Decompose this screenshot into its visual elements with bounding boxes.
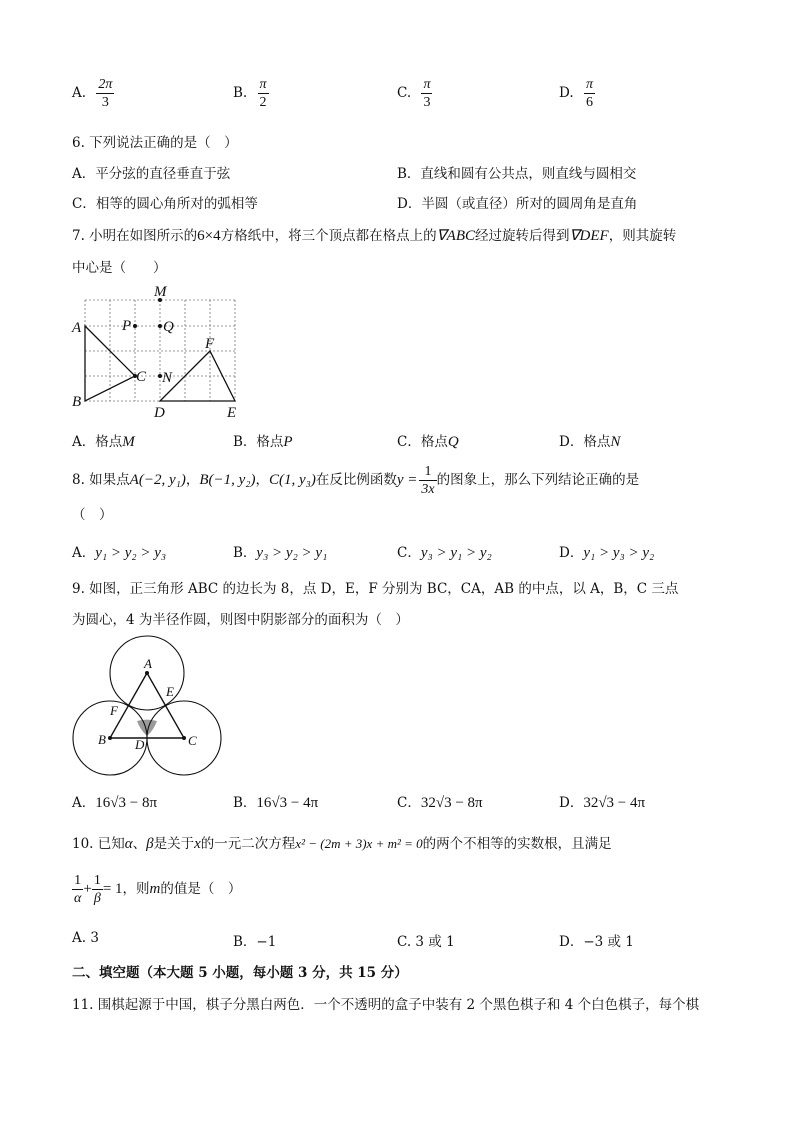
- option-letter: C．: [397, 434, 421, 450]
- numerator: 2π: [98, 77, 113, 92]
- q8-stem-line2: （ ）: [72, 507, 113, 523]
- q7-option-a: [72, 430, 135, 451]
- label-a: A: [72, 320, 82, 336]
- option-text: 32√3 − 8π: [420, 795, 483, 811]
- numerator: π: [585, 77, 593, 92]
- triangle-def: ∇DEF: [569, 228, 609, 244]
- section-heading: 二、填空题（本大题 5 小题，每小题 3 分，共 15 分）: [72, 965, 408, 981]
- fraction-1-alpha: [72, 872, 83, 907]
- q9-option-c: [397, 791, 483, 812]
- q7-option-d: [559, 430, 620, 451]
- q8-option-d: [559, 541, 654, 562]
- q6-option-b: B．直线和圆有公共点，则直线与圆相交: [397, 166, 637, 182]
- label-e: E: [166, 684, 174, 699]
- equation: x² − (2m + 3)x + m² = 0: [295, 836, 423, 851]
- q5-option-d: [559, 76, 595, 111]
- text: 的两个不相等的实数根，且满足: [422, 836, 612, 852]
- option-text: y₁ > y₃ > y₂: [583, 545, 655, 561]
- separator: 、: [132, 836, 147, 852]
- text: ，则其旋转: [608, 228, 677, 244]
- option-text: 32√3 − 4π: [583, 795, 646, 811]
- label-d: D: [154, 405, 165, 420]
- point-p: [133, 324, 137, 328]
- beta: β: [146, 836, 154, 852]
- label-d: D: [135, 737, 145, 752]
- q6-option-a: A．平分弦的直径垂直于弦: [72, 166, 231, 182]
- alpha: α: [124, 836, 133, 852]
- q7-stem-line1: [72, 224, 676, 245]
- label-b: B: [98, 732, 106, 747]
- center-a: [145, 671, 149, 675]
- q6-option-c: C．相等的圆心角所对的弧相等: [72, 196, 258, 212]
- q8-option-b: [233, 541, 327, 562]
- q7-grid-figure: [68, 280, 248, 420]
- text: 的一元二次方程: [200, 836, 296, 852]
- numerator: 1: [93, 873, 101, 888]
- denominator: 3: [101, 95, 109, 110]
- label-n: N: [162, 370, 173, 386]
- option-text: y₃ > y₂ > y₁: [256, 545, 328, 561]
- q9-option-b: [233, 791, 318, 812]
- option-var: M: [122, 434, 135, 450]
- q9-option-d: [559, 791, 645, 812]
- q10-option-a: A. 3: [72, 930, 99, 946]
- plus-sign: +: [83, 881, 92, 897]
- option-text: 格点: [256, 434, 284, 450]
- text: ，则: [122, 881, 150, 897]
- q10-option-c: C. 3 或 1: [397, 934, 455, 950]
- option-text: y₃ > y₁ > y₂: [420, 545, 492, 561]
- option-letter: B．: [233, 795, 257, 811]
- label-f: F: [205, 336, 215, 352]
- option-letter: D．: [559, 434, 584, 450]
- label-c: C: [188, 733, 197, 748]
- q6-option-d: D．半圆（或直径）所对的圆周角是直角: [397, 196, 638, 212]
- center-c: [182, 736, 186, 740]
- option-letter: A．: [72, 545, 96, 561]
- label-c: C: [136, 369, 147, 385]
- q7-stem-line2: 中心是（ ）: [72, 260, 167, 276]
- text: 是关于: [153, 836, 195, 852]
- label-e: E: [227, 405, 237, 420]
- option-letter: D.: [559, 85, 574, 101]
- option-var: P: [283, 434, 293, 450]
- label-f: F: [110, 703, 118, 718]
- option-letter: A．: [72, 795, 96, 811]
- option-letter: C．: [397, 795, 421, 811]
- q9-circles-figure: [70, 630, 230, 780]
- q10-stem-line1: [72, 832, 612, 853]
- q10-stem-line2: [72, 872, 241, 907]
- equals-rhs: = 1: [102, 881, 123, 897]
- label-p: P: [122, 318, 132, 334]
- grid-size: 6×4: [197, 228, 221, 244]
- text: 8. 如果点: [72, 472, 130, 488]
- text: 7. 小明在如图所示的: [72, 228, 198, 244]
- option-letter: B．: [233, 545, 257, 561]
- q7-option-b: [233, 430, 293, 451]
- q9-option-a: [72, 791, 157, 812]
- function-fraction: [419, 463, 436, 498]
- option-text: 格点: [420, 434, 448, 450]
- denominator: 2: [259, 95, 267, 110]
- denominator: α: [74, 891, 82, 906]
- option-text: 16√3 − 4π: [256, 795, 319, 811]
- fraction: [421, 76, 432, 111]
- fraction-1-beta: [92, 872, 103, 907]
- q8-option-a: [72, 541, 166, 562]
- option-text: 16√3 − 8π: [95, 795, 158, 811]
- text: 的值是（ ）: [160, 881, 242, 897]
- option-letter: D．: [559, 545, 584, 561]
- option-letter: C.: [397, 85, 412, 101]
- option-text: 格点: [583, 434, 611, 450]
- option-letter: B．: [233, 434, 257, 450]
- option-letter: D．: [559, 795, 584, 811]
- q10-option-d: D．−3 或 1: [559, 934, 634, 950]
- denominator: 3x: [421, 482, 435, 497]
- point-q: [158, 324, 162, 328]
- point-a: A(−2, y₁): [129, 472, 186, 488]
- option-text: 格点: [95, 434, 123, 450]
- q9-stem-line1: 9. 如图，正三角形 ABC 的边长为 8，点 D，E，F 分别为 BC，CA，AB 的中点，以 A，B，C 三点: [72, 581, 679, 597]
- q5-option-b: [233, 76, 269, 111]
- option-letter: B.: [233, 85, 248, 101]
- numerator: 1: [72, 872, 83, 890]
- point-c: C(1, y₃): [268, 472, 316, 488]
- label-b: B: [72, 394, 82, 410]
- text: 的图象上，那么下列结论正确的是: [436, 472, 640, 488]
- function-lhs: y =: [396, 472, 418, 488]
- label-a: A: [144, 656, 152, 671]
- text: 10. 已知: [72, 836, 125, 852]
- option-letter: C．: [397, 545, 421, 561]
- q5-option-c: [397, 76, 432, 111]
- fraction: [584, 76, 595, 111]
- text: 在反比例函数: [315, 472, 397, 488]
- numerator: 1: [419, 463, 436, 481]
- q7-option-c: [397, 430, 459, 451]
- point-b: B(−1, y₂): [199, 472, 256, 488]
- q10-option-b: B．−1: [233, 934, 277, 950]
- denominator: 6: [585, 95, 593, 110]
- numerator: π: [423, 77, 431, 92]
- q5-option-a: [72, 76, 114, 111]
- q9-stem-line2: 为圆心，4 为半径作圆，则图中阴影部分的面积为（ ）: [72, 612, 409, 628]
- q11-stem-line1: 11. 围棋起源于中国，棋子分黑白两色．一个不透明的盒子中装有 2 个黑色棋子和 4 个白色棋子，每个棋: [72, 997, 700, 1013]
- label-m: M: [154, 284, 167, 300]
- variable-m: m: [149, 881, 161, 897]
- option-var: Q: [447, 434, 459, 450]
- q8-stem-line1: 8. 如果点A(−2, y₁)，B(−1, y₂)，C(1, y₃)在反比例函数y = $\frac{1}{3x}$ 的图象上，那么下列结论正确的是: [72, 464, 640, 497]
- numerator: π: [259, 77, 267, 92]
- option-letter: A.: [72, 85, 87, 101]
- option-text: y₁ > y₂ > y₃: [95, 545, 167, 561]
- fraction: [258, 76, 269, 111]
- triangle-abc: ∇ABC: [436, 228, 476, 244]
- denominator: 3: [423, 95, 431, 110]
- q8-option-c: [397, 541, 492, 562]
- text: 方格纸中，将三个顶点都在格点上的: [220, 228, 437, 244]
- variable-x: x: [194, 836, 201, 852]
- center-b: [108, 736, 112, 740]
- text: 经过旋转后得到: [475, 228, 570, 244]
- label-q: Q: [163, 319, 174, 335]
- fraction: [96, 76, 114, 111]
- option-letter: A．: [72, 434, 96, 450]
- option-var: N: [610, 434, 621, 450]
- q6-stem: 6. 下列说法正确的是（ ）: [72, 135, 238, 151]
- denominator: β: [93, 891, 101, 906]
